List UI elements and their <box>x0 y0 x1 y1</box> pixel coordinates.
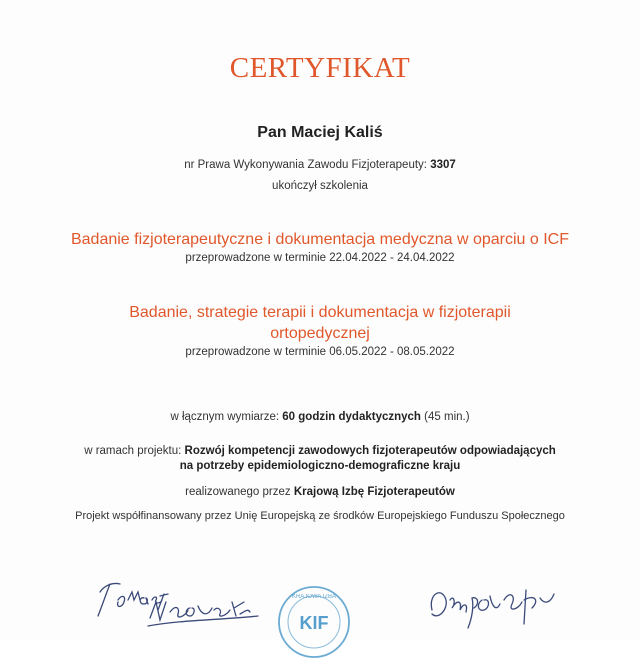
kif-seal-stamp <box>276 584 352 660</box>
svg-text:KIF: KIF <box>299 613 329 633</box>
hours-line <box>0 411 640 423</box>
project-line-2 <box>0 460 640 472</box>
license-line <box>0 159 640 171</box>
organizer-line <box>0 486 640 498</box>
signature-left <box>90 570 260 640</box>
organizer-name: Krajową Izbę Fizjoterapeutów <box>293 486 455 498</box>
hours-value: 60 godzin dydaktycznych <box>282 411 421 423</box>
project-prefix: w ramach projektu: <box>84 445 182 457</box>
course-dates-1: przeprowadzone w terminie 22.04.2022 - 24.04.2022 <box>185 252 455 264</box>
project-name-line1: Rozwój kompetencji zawodowych fizjoterapeutów odpowiadających <box>184 445 556 457</box>
license-number: 3307 <box>430 159 456 171</box>
organizer-prefix: realizowanego przez <box>185 486 291 498</box>
project-name-line2: na potrzeby epidemiologiczno-demograficzne kraju <box>179 460 461 472</box>
course-title-2-line1: Badanie, strategie terapii i dokumentacja w fizjoterapii <box>129 304 511 321</box>
funding-note: Projekt współfinansowany przez Unię Europejską ze środków Europejskiego Funduszu Społecznego <box>75 510 565 522</box>
license-label: nr Prawa Wykonywania Zawodu Fizjoterapeuty: <box>184 159 427 171</box>
project-line-1 <box>0 445 640 457</box>
hours-suffix: (45 min.) <box>424 411 470 423</box>
certificate-title: CERTYFIKAT <box>229 52 411 84</box>
hours-prefix: w łącznym wymiarze: <box>170 411 280 423</box>
signature-right <box>420 570 570 640</box>
course-title-2-line2: ortopedycznej <box>270 325 370 342</box>
svg-text:KRAJOWA IZBA: KRAJOWA IZBA <box>291 594 337 600</box>
course-title-1: Badanie fizjoterapeutyczne i dokumentacja medyczna w oparciu o ICF <box>70 231 570 248</box>
recipient-name: Pan Maciej Kaliś <box>257 124 383 141</box>
course-dates-2: przeprowadzone w terminie 06.05.2022 - 08.05.2022 <box>185 346 455 358</box>
completed-text: ukończył szkolenia <box>272 180 368 192</box>
